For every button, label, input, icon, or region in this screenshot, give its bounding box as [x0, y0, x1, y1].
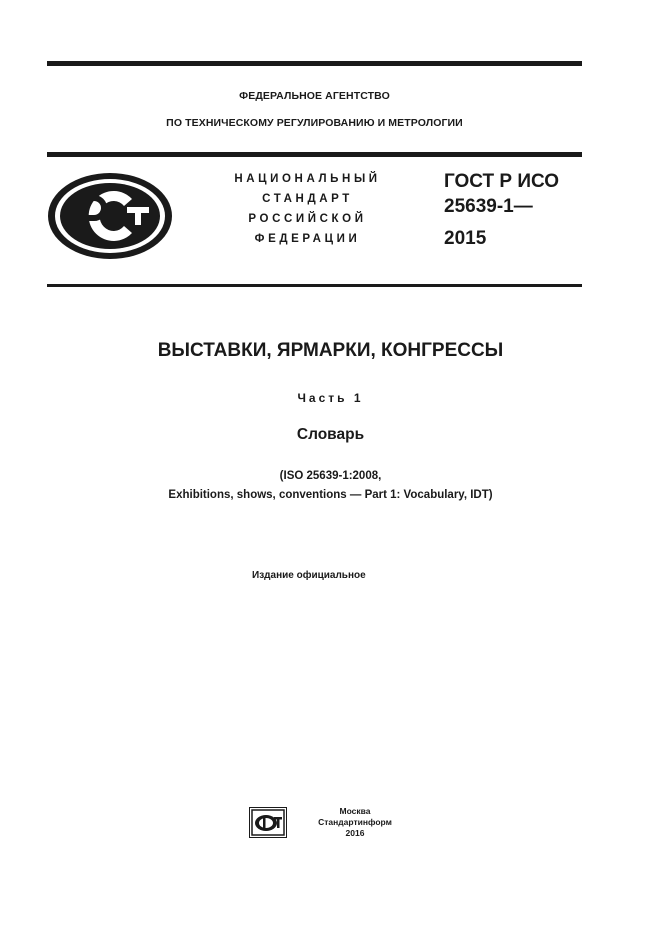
document-subtitle: Словарь — [296, 426, 365, 443]
iso-reference-line-2: Exhibitions, shows, conventions — Part 1: Vocabulary, IDT) — [168, 489, 493, 501]
standard-designation-line-1: ГОСТ Р ИСО — [444, 171, 560, 192]
standartinform-logo-icon — [249, 807, 287, 838]
agency-name-line-2: ПО ТЕХНИЧЕСКОМУ РЕГУЛИРОВАНИЮ И МЕТРОЛОГИИ — [166, 117, 463, 129]
document-title: ВЫСТАВКИ, ЯРМАРКИ, КОНГРЕССЫ — [157, 340, 504, 361]
standard-designation-line-3: 2015 — [444, 228, 487, 249]
standard-designation-line-2: 25639-1— — [444, 196, 533, 217]
document-part: Часть 1 — [297, 391, 364, 405]
publisher-city: Москва — [339, 806, 371, 816]
national-standard-line-3: РОССИЙСКОЙ — [248, 213, 367, 225]
top-rule — [47, 61, 582, 66]
edition-note: Издание официальное — [252, 570, 366, 581]
section-rule — [47, 284, 582, 287]
national-standard-line-2: СТАНДАРТ — [262, 193, 353, 205]
national-standard-line-4: ФЕДЕРАЦИИ — [254, 233, 361, 245]
national-standard-line-1: НАЦИОНАЛЬНЫЙ — [234, 173, 381, 185]
publisher-name: Стандартинформ — [318, 817, 392, 827]
publisher-year: 2016 — [345, 828, 365, 838]
gost-r-emblem-icon — [46, 171, 174, 261]
header-rule — [47, 152, 582, 157]
agency-name-line-1: ФЕДЕРАЛЬНОЕ АГЕНТСТВО — [239, 90, 390, 102]
iso-reference-line-1: (ISO 25639-1:2008, — [279, 470, 382, 482]
